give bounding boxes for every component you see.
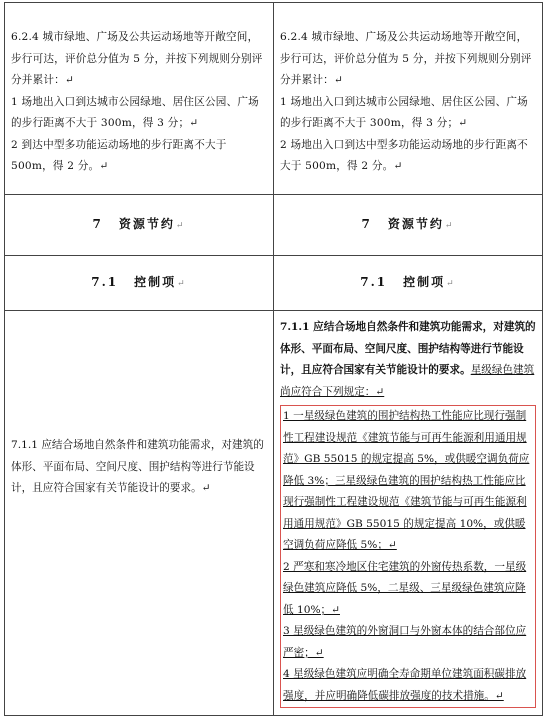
chapter-number: 7	[92, 217, 103, 231]
clause-paragraph: 1 场地出入口到达城市公园绿地、居住区公园、广场的步行距离不大于 300m，得 3 分；↵	[280, 95, 528, 129]
clause-paragraph: 7.1.1 应结合场地自然条件和建筑功能需求，对建筑的体形、平面布局、空间尺度、围护结构等进行节能设计，且应符合国家有关节能设计的要求。↵	[11, 439, 264, 494]
clause-intro: 7.1.1 应结合场地自然条件和建筑功能需求，对建筑的体形、平面布局、空间尺度、围护结构等进行节能设计，且应符合国家有关节能设计的要求。	[280, 321, 536, 376]
section-number: 7.1	[360, 275, 388, 289]
clause-paragraph: 6.2.4 城市绿地、广场及公共运动场地等开敞空间，步行可达，评价总分值为 5 分，并按下列规则分别评分并累计：↵	[280, 31, 532, 86]
new-clause-cell	[274, 311, 543, 716]
list-item: 3 星级绿色建筑的外窗洞口与外窗本体的结合部位应严密；↵	[283, 625, 527, 659]
clause-paragraph: 2 到达中型多功能运动场地的步行距离不大于 500m，得 2 分。↵	[11, 138, 227, 172]
chapter-title: 资源节约	[118, 217, 175, 231]
section-heading-cell	[274, 256, 543, 311]
clause-addition: 星级绿色建筑尚应符合下列规定：↵	[280, 364, 535, 398]
section-number: 7.1	[91, 275, 119, 289]
list-item: 2 严寒和寒冷地区住宅建筑的外窗传热系数，一星级绿色建筑应降低 5%，二星级、三星级绿色建筑应降低 10%；↵	[283, 560, 527, 616]
section-heading-cell	[5, 256, 274, 311]
section-title: 控制项	[134, 275, 177, 289]
list-item: 4 星级绿色建筑应明确全寿命期单位建筑面积碳排放强度，并应明确降低碳排放强度的技术措施。↵	[283, 668, 527, 702]
paragraph-mark: ↵	[446, 279, 456, 289]
chapter-title: 资源节约	[387, 217, 444, 231]
table-row	[5, 311, 543, 716]
clause-paragraph: 1 场地出入口到达城市公园绿地、居住区公园、广场的步行距离不大于 300m，得 3 分；↵	[11, 95, 259, 129]
old-clause-cell	[5, 3, 274, 195]
chapter-number: 7	[361, 217, 372, 231]
table-row	[5, 256, 543, 311]
table-row	[5, 3, 543, 195]
clause-paragraph: 2 场地出入口到达中型多功能运动场地的步行距离不大于 500m，得 2 分。↵	[280, 138, 528, 172]
list-item: 1 一星级绿色建筑的围护结构热工性能应比现行强制性工程建设规范《建筑节能与可再生能源利用通用规范》GB 55015 的规定提高 5%，或供暖空调负荷应降低 3%；三星级绿色建筑的围护结构热工性能应比现行强制性工程建设规范《建筑节能与可再生能源利用通用规范》GB 55015 的规定提高 10%，或供暖空调负荷应降低 5%；↵	[283, 410, 530, 551]
table-row	[5, 195, 543, 256]
paragraph-mark: ↵	[444, 221, 455, 231]
chapter-heading-cell	[5, 195, 274, 256]
highlight-box	[280, 405, 536, 708]
old-clause-cell	[5, 311, 274, 716]
paragraph-mark: ↵	[177, 279, 187, 289]
paragraph-mark: ↵	[175, 221, 186, 231]
comparison-table	[4, 2, 543, 716]
chapter-heading-cell	[274, 195, 543, 256]
clause-paragraph	[280, 317, 536, 403]
new-clause-cell	[274, 3, 543, 195]
section-title: 控制项	[403, 275, 446, 289]
clause-paragraph: 6.2.4 城市绿地、广场及公共运动场地等开敞空间，步行可达，评价总分值为 5 分，并按下列规则分别评分并累计：↵	[11, 31, 263, 86]
